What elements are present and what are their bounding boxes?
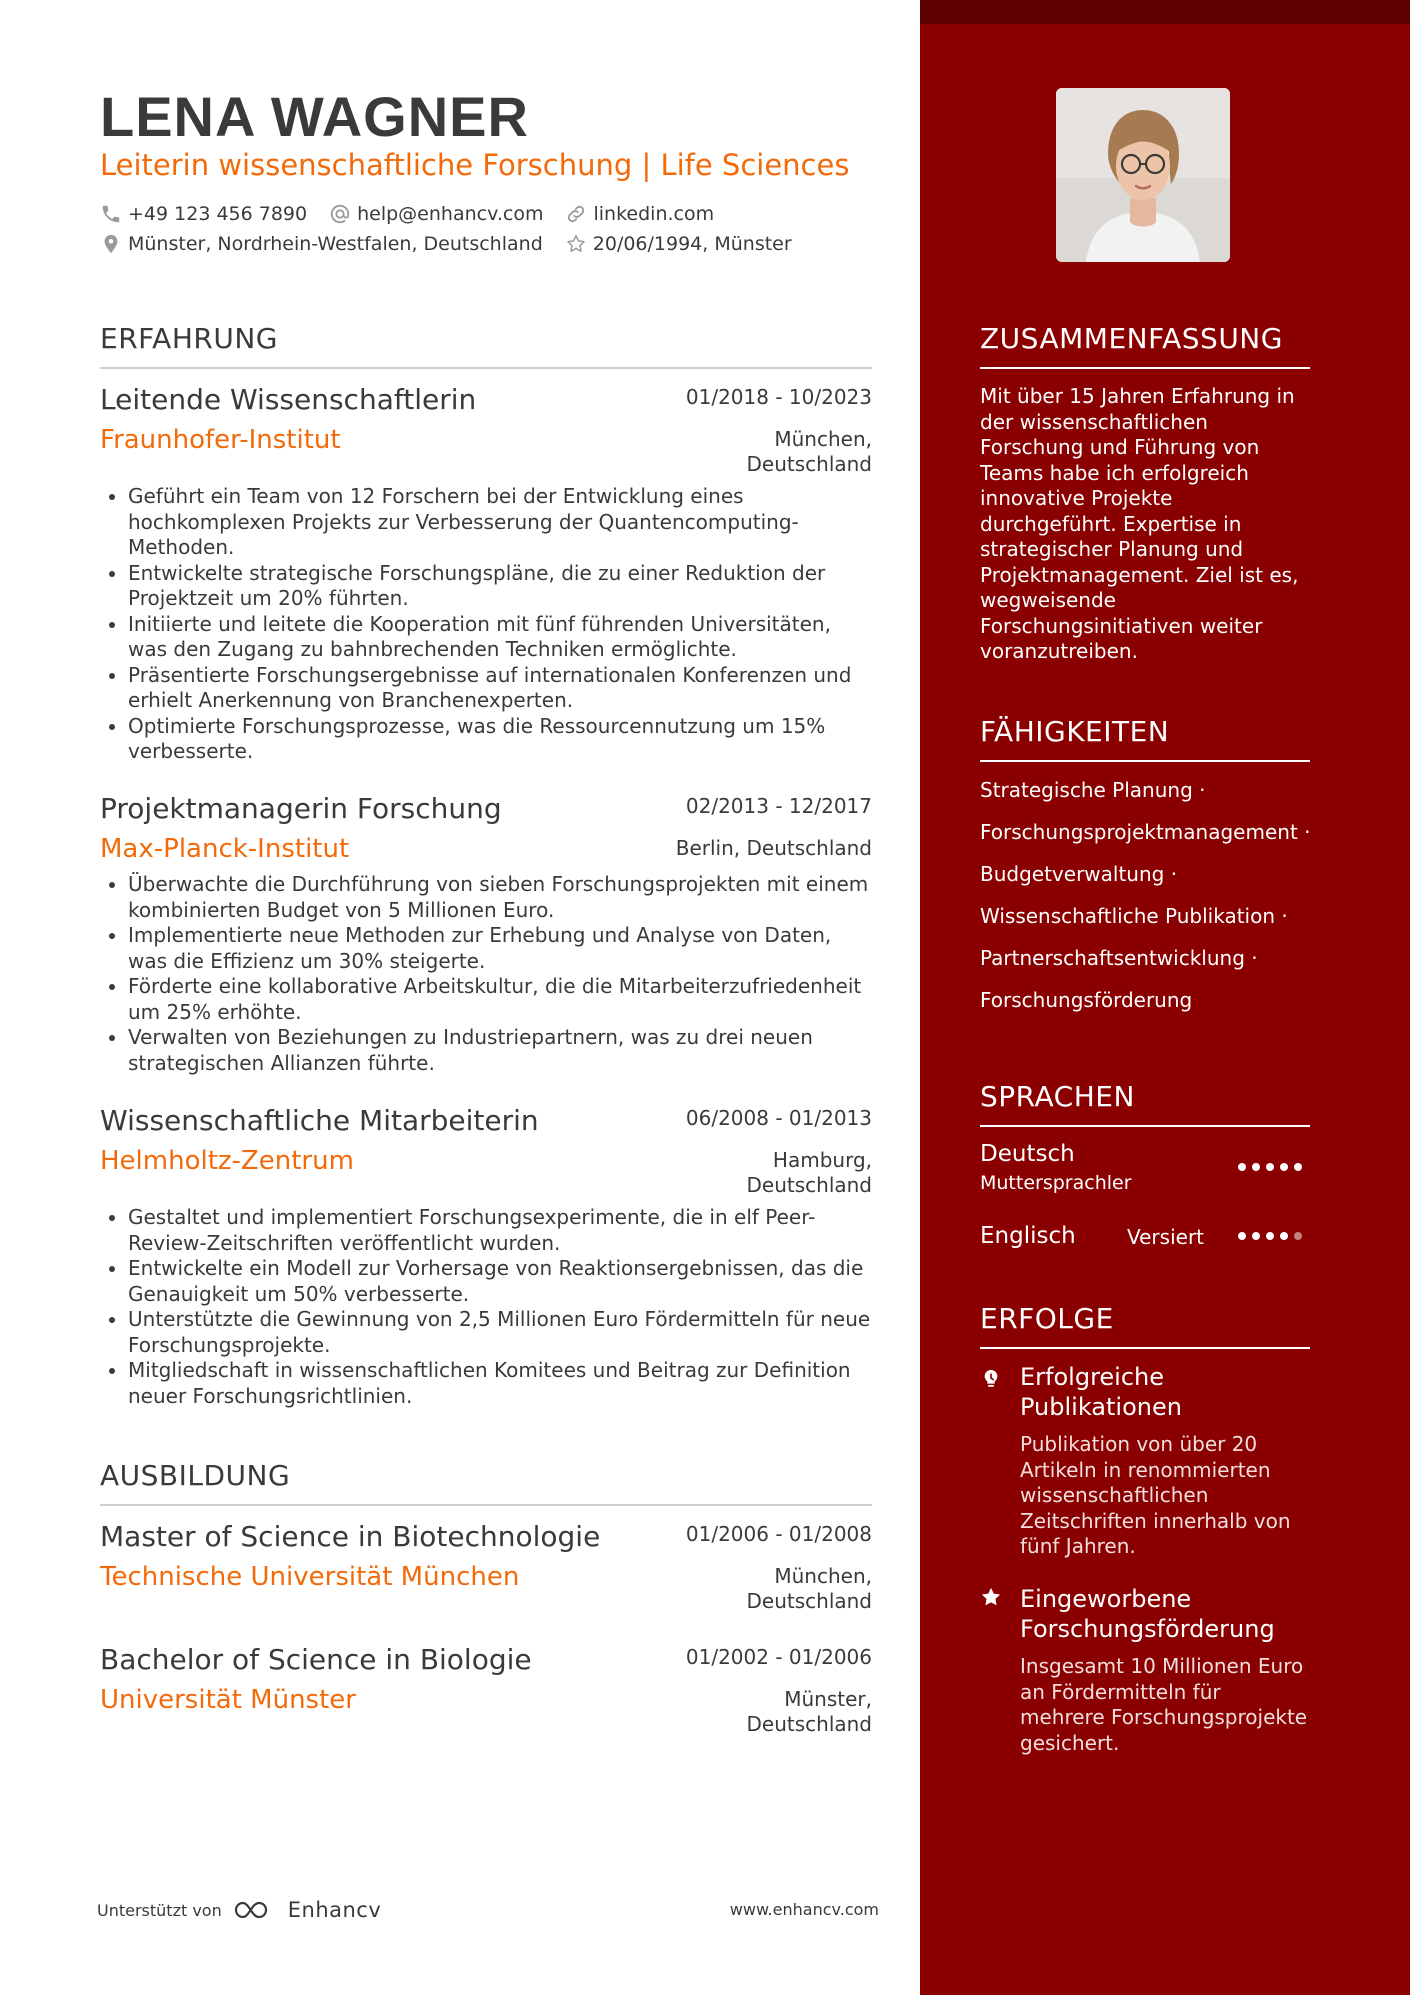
education-school: Technische Universität München	[100, 1562, 520, 1592]
job-entry	[100, 383, 872, 763]
job-bullet: • Förderte eine kollaborative Arbeitskultur, die die Mitarbeiterzufriedenheit um 25% erhöhte.	[128, 974, 872, 1025]
rating-dot	[1252, 1163, 1260, 1171]
achievements-divider	[980, 1347, 1310, 1349]
skill-item: Strategische Planung ·	[980, 778, 1206, 802]
candidate-name: LENA WAGNER	[100, 85, 529, 148]
job-bullet: • Optimierte Forschungsprozesse, was die Ressourcennutzung um 15% verbesserte.	[128, 714, 872, 765]
job-bullets	[128, 872, 872, 1076]
job-dates: 02/2013 - 12/2017	[685, 794, 872, 818]
skills-divider	[980, 760, 1310, 762]
achievement-desc: Insgesamt 10 Millionen Euro an Fördermitteln für mehrere Forschungsprojekte gesichert.	[1020, 1654, 1308, 1755]
rating-dot	[1266, 1163, 1274, 1171]
skill-item: Partnerschaftsentwicklung ·	[980, 946, 1258, 970]
education-degree: Bachelor of Science in Biologie	[100, 1643, 532, 1676]
language-rating	[1238, 1232, 1308, 1240]
job-location-line: Berlin, Deutschland	[675, 836, 872, 860]
job-org: Max-Planck-Institut	[100, 834, 350, 864]
rating-dot	[1294, 1163, 1302, 1171]
at-icon	[329, 203, 351, 225]
education-location-line: Münster,	[784, 1687, 872, 1711]
achievement-title: Erfolgreiche Publikationen	[1020, 1363, 1182, 1421]
rating-dot	[1252, 1232, 1260, 1240]
rating-dot	[1238, 1163, 1246, 1171]
education-location-line: München,	[774, 1564, 872, 1588]
job-entry	[100, 792, 872, 1082]
email-text[interactable]: help@enhancv.com	[357, 203, 544, 225]
education-location	[747, 1687, 873, 1737]
profile-photo	[1056, 88, 1230, 262]
job-bullets	[128, 1205, 872, 1409]
job-location-line: Deutschland	[746, 452, 872, 476]
job-role: Projektmanagerin Forschung	[100, 792, 502, 825]
job-bullet: • Mitgliedschaft in wissenschaftlichen Komitees und Beitrag zur Definition neuer Forschungsrichtlinien.	[128, 1358, 872, 1409]
language-rating	[1238, 1163, 1308, 1171]
job-role: Wissenschaftliche Mitarbeiterin	[100, 1104, 539, 1137]
skill-item: Forschungsprojektmanagement ·	[980, 820, 1311, 844]
footer-powered-text: Unterstützt von	[97, 1900, 222, 1920]
summary-text: Mit über 15 Jahren Erfahrung in der wissenschaftlichen Forschung und Führung von Teams habe ich erfolgreich innovative Projekte durchgeführt. Expertise in strategischer Planung und Projektmanagement. Ziel ist es, wegweisende Forschungsinitiativen weiter voranzutreiben.	[980, 384, 1299, 663]
job-bullet: • Entwickelte strategische Forschungspläne, die zu einer Reduktion der Projektzeit um 20% führten.	[128, 561, 872, 612]
phone-item	[100, 203, 307, 225]
education-title: AUSBILDUNG	[100, 1459, 291, 1492]
skill-item: Budgetverwaltung ·	[980, 862, 1178, 886]
job-bullet: • Präsentierte Forschungsergebnisse auf internationalen Konferenzen und erhielt Anerkennung von Branchenexperten.	[128, 663, 872, 714]
job-location-line: Deutschland	[746, 1173, 872, 1197]
location-pin-icon	[100, 233, 122, 255]
profile-photo-avatar	[1056, 88, 1230, 262]
star-outline-icon	[565, 233, 587, 255]
link-icon	[565, 203, 587, 225]
job-dates: 01/2018 - 10/2023	[685, 385, 872, 409]
job-bullets	[128, 484, 872, 765]
job-bullet: • Gestaltet und implementiert Forschungsexperimente, die in elf Peer-Review-Zeitschriften veröffentlicht wurden.	[128, 1205, 872, 1256]
footer-url[interactable]: www.enhancv.com	[729, 1900, 879, 1919]
skill-item: Forschungsförderung	[980, 988, 1193, 1012]
skill-item: Wissenschaftliche Publikation ·	[980, 904, 1288, 928]
job-org: Helmholtz-Zentrum	[100, 1146, 354, 1176]
birth-item	[565, 233, 792, 255]
job-location	[747, 427, 873, 477]
education-location-line: Deutschland	[746, 1712, 872, 1736]
language-name: Englisch	[980, 1223, 1076, 1249]
job-bullet: • Verwalten von Beziehungen zu Industriepartnern, was zu drei neuen strategischen Allianzen führte.	[128, 1025, 872, 1076]
job-location-line: Hamburg,	[772, 1148, 872, 1172]
skills-title: FÄHIGKEITEN	[980, 715, 1170, 748]
star-icon	[980, 1586, 1002, 1608]
experience-divider	[100, 367, 872, 369]
job-bullet: • Unterstützte die Gewinnung von 2,5 Millionen Euro Fördermitteln für neue Forschungsprojekte.	[128, 1307, 872, 1358]
sidebar-top-bar	[920, 0, 1410, 24]
achievement-desc: Publikation von über 20 Artikeln in renommierten wissenschaftlichen Zeitschriften innerhalb von fünf Jahren.	[1020, 1432, 1291, 1558]
job-bullet: • Geführt ein Team von 12 Forschern bei der Entwicklung eines hochkomplexen Projekts zur Verbesserung der Quantencomputing-Methoden.	[128, 484, 872, 561]
enhancv-logo-icon	[232, 1898, 280, 1922]
education-degree: Master of Science in Biotechnologie	[100, 1520, 601, 1553]
language-name: Deutsch	[980, 1141, 1075, 1167]
lightbulb-icon	[980, 1368, 1002, 1390]
job-bullet: • Implementierte neue Methoden zur Erhebung und Analyse von Daten, was die Effizienz um 30% steigerte.	[128, 923, 872, 974]
rating-dot	[1294, 1232, 1302, 1240]
summary-title: ZUSAMMENFASSUNG	[980, 322, 1283, 355]
education-location-line: Deutschland	[746, 1589, 872, 1613]
footer-brand: Enhancv	[287, 1898, 382, 1922]
languages-divider	[980, 1125, 1310, 1127]
candidate-headline: Leiterin wissenschaftliche Forschung | Life Sciences	[100, 148, 850, 182]
location-item	[100, 233, 543, 255]
education-location	[747, 1564, 873, 1614]
achievements-title: ERFOLGE	[980, 1302, 1114, 1335]
education-dates: 01/2006 - 01/2008	[685, 1522, 872, 1546]
job-bullet: • Entwickelte ein Modell zur Vorhersage von Reaktionsergebnissen, das die Genauigkeit um 50% verbesserte.	[128, 1256, 872, 1307]
education-school: Universität Münster	[100, 1685, 356, 1715]
rating-dot	[1266, 1232, 1274, 1240]
email-item[interactable]	[329, 203, 543, 225]
link-item[interactable]	[565, 203, 714, 225]
experience-title: ERFAHRUNG	[100, 322, 278, 355]
birth-text: 20/06/1994, Münster	[592, 233, 792, 255]
language-level: Versiert	[1127, 1225, 1205, 1249]
job-location	[747, 1148, 873, 1198]
education-entry	[100, 1520, 872, 1620]
contact-row-2	[100, 233, 814, 255]
job-location-line: München,	[774, 427, 872, 451]
rating-dot	[1280, 1163, 1288, 1171]
job-entry	[100, 1104, 872, 1414]
job-role: Leitende Wissenschaftlerin	[100, 383, 477, 416]
link-text[interactable]: linkedin.com	[593, 203, 715, 225]
education-divider	[100, 1504, 872, 1506]
rating-dot	[1238, 1232, 1246, 1240]
job-bullet: • Initiierte und leitete die Kooperation mit fünf führenden Universitäten, was den Zugang zu bahnbrechenden Techniken ermöglichte.	[128, 612, 872, 663]
job-bullet: • Überwachte die Durchführung von sieben Forschungsprojekten mit einem kombinierten Budget von 5 Millionen Euro.	[128, 872, 872, 923]
phone-icon	[100, 203, 122, 225]
language-level: Muttersprachler	[980, 1172, 1132, 1194]
achievement-title: Eingeworbene Forschungsförderung	[1020, 1585, 1275, 1643]
education-entry	[100, 1643, 872, 1743]
location-text: Münster, Nordrhein-Westfalen, Deutschland	[128, 233, 543, 255]
job-dates: 06/2008 - 01/2013	[685, 1106, 872, 1130]
contact-row-1	[100, 203, 736, 225]
phone-text: +49 123 456 7890	[128, 203, 308, 225]
education-dates: 01/2002 - 01/2006	[685, 1645, 872, 1669]
job-location	[676, 836, 872, 861]
summary-divider	[980, 367, 1310, 369]
languages-title: SPRACHEN	[980, 1080, 1135, 1113]
rating-dot	[1280, 1232, 1288, 1240]
job-org: Fraunhofer-Institut	[100, 425, 341, 455]
footer-branding	[97, 1898, 381, 1922]
